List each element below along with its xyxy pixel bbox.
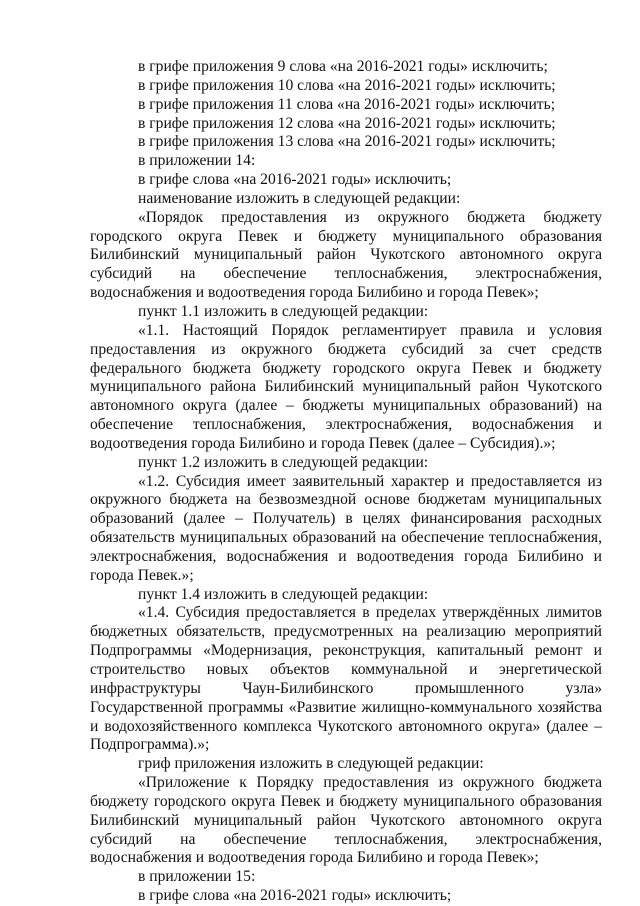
- paragraph-appendix-stamp-instruction: гриф приложения изложить в следующей редакции:: [138, 755, 484, 773]
- paragraph-item-1-4-text: «1.4. Субсидия предоставляется в пределах утверждённых лимитов бюджетных обязательств, предусмотренных на реализацию мероприятий Подпрограммы «Модернизация, реконструкция, капитальный ремонт и строительство новых объектов коммунальной и энергетической инфраструктуры Чаун-Билибинского промышленного узла» Государственной программы «Развитие жилищно-коммунального хозяйства и водохозяйственного комплекса Чукотского автономного округа» (далее – Подпрограмма).»;: [90, 604, 602, 754]
- paragraph-appendix-9: в грифе приложения 9 слова «на 2016-2021 годы» исключить;: [138, 58, 548, 75]
- paragraph-appendix-14-stamp: в грифе слова «на 2016-2021 годы» исключить;: [138, 171, 452, 189]
- paragraph-item-1-2-instruction: пункт 1.2 изложить в следующей редакции:: [138, 453, 429, 471]
- document-page: [90, 58, 602, 906]
- paragraph-appendix-15-stamp: в грифе слова «на 2016-2021 годы» исключить;: [138, 887, 452, 905]
- paragraph-appendix-12: в грифе приложения 12 слова «на 2016-2021 годы» исключить;: [138, 114, 556, 132]
- paragraph-appendix-13: в грифе приложения 13 слова «на 2016-2021 годы» исключить;: [138, 133, 556, 151]
- paragraph-appendix-15-heading: в приложении 15:: [138, 868, 256, 886]
- paragraph-appendix-14-heading: в приложении 14:: [138, 152, 256, 170]
- paragraph-title-instruction: наименование изложить в следующей редакции:: [138, 189, 461, 207]
- paragraph-item-1-4-instruction: пункт 1.4 изложить в следующей редакции:: [138, 585, 429, 603]
- paragraph-item-1-2-text: «1.2. Субсидия имеет заявительный характер и предоставляется из окружного бюджета на безвозмездной основе бюджетам муниципальных образований (далее – Получатель) в целях финансирования расходных обязательств муниципальных образований на обеспечение теплоснабжения, электроснабжения, водоснабжения и водоотведения города Билибино и города Певек.»;: [90, 472, 602, 584]
- paragraph-item-1-1-instruction: пункт 1.1 изложить в следующей редакции:: [138, 302, 429, 320]
- paragraph-appendix-11: в грифе приложения 11 слова «на 2016-2021 годы» исключить;: [138, 95, 556, 113]
- paragraph-appendix-stamp-text: «Приложение к Порядку предоставления из окружного бюджета бюджету городского округа Певек и бюджету муниципального образования Билибинский муниципальный район Чукотского автономного округа субсидий на обеспечение теплоснабжения, электроснабжения, водоснабжения и водоотведения города Билибино и города Певек»;: [90, 774, 602, 867]
- paragraph-order-title: «Порядок предоставления из окружного бюджета бюджету городского округа Певек и бюджету муниципального образования Билибинский муниципальный район Чукотского автономного округа субсидий на обеспечение теплоснабжения, электроснабжения, водоснабжения и водоотведения города Билибино и города Певек»;: [90, 208, 602, 302]
- paragraph-item-1-1-text: «1.1. Настоящий Порядок регламентирует правила и условия предоставления из окружного бюджета субсидий за счет средств федерального бюджета бюджету городского округа Певек и бюджету муниципального района Билибинский муниципальный район Чукотского автономного округа (далее – бюджеты муниципальных образований) на обеспечение теплоснабжения, электроснабжения, водоснабжения и водоотведения города Билибино и города Певек (далее – Субсидия).»;: [90, 321, 602, 452]
- paragraph-appendix-10: в грифе приложения 10 слова «на 2016-2021 годы» исключить;: [138, 76, 556, 94]
